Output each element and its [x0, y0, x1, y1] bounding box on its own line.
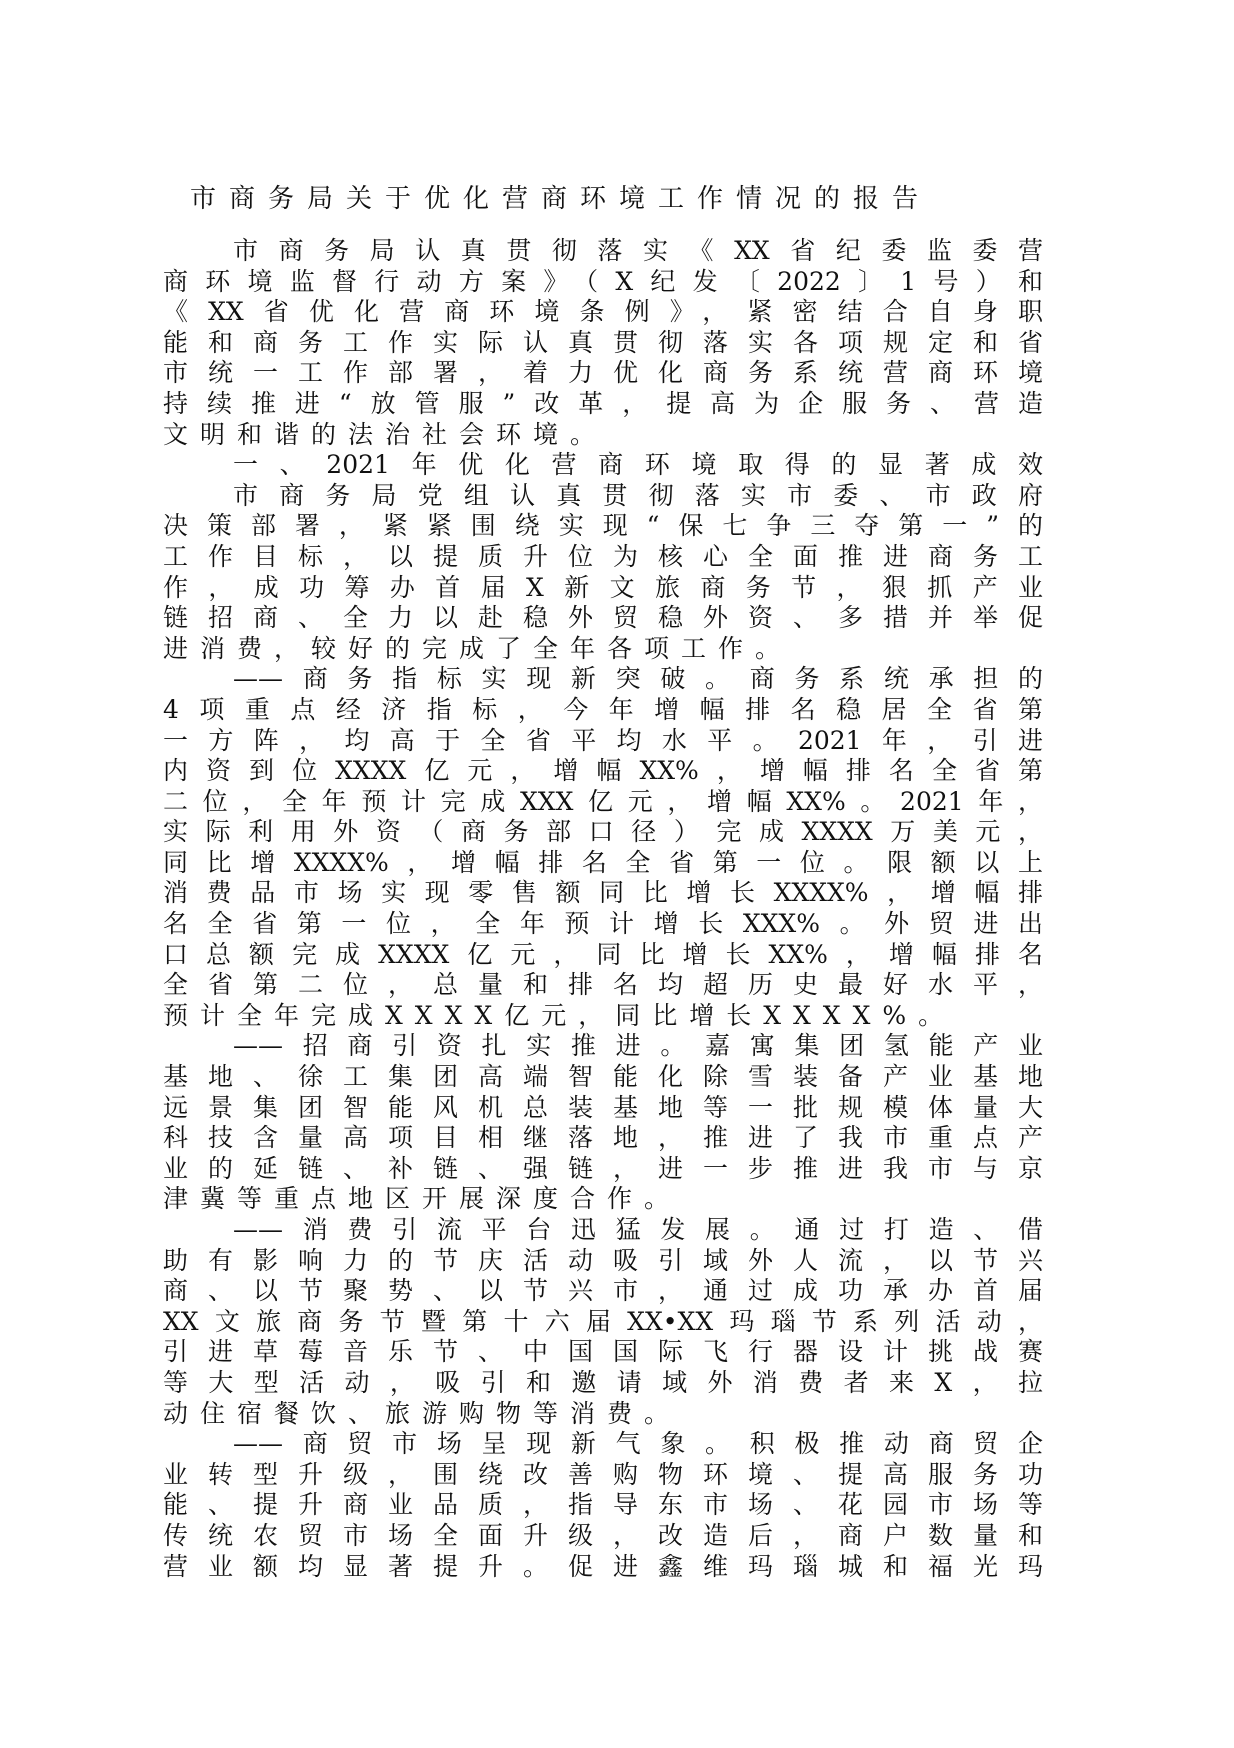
- paragraph-line: 名全省第一位，全年预计增长XXX%。外贸进出: [163, 909, 1043, 939]
- paragraph-line: 营业额均显著提升。促进鑫维玛瑙城和福光玛: [163, 1551, 1043, 1581]
- paragraph-line: 市商务局认真贯彻落实《XX省纪委监委营: [233, 236, 1043, 265]
- paragraph-line: 等大型活动，吸引和邀请域外消费者来X，拉: [163, 1367, 1043, 1397]
- paragraph-line: 作，成功筹办首届X新文旅商务节，狠抓产业: [163, 572, 1043, 602]
- paragraph-line: 业的延链、补链、强链，进一步推进我市与京: [163, 1153, 1043, 1183]
- paragraph-line: 二位，全年预计完成XXX亿元，增幅XX%。2021年，: [163, 786, 1043, 816]
- paragraph-line: 能、提升商业品质，指导东市场、花园市场等: [163, 1490, 1043, 1520]
- paragraph-line: 文明和谐的法治社会环境。: [163, 419, 608, 449]
- paragraph-line: XX文旅商务节暨第十六届XX•XX玛瑙节系列活动，: [163, 1306, 1043, 1336]
- paragraph-line: 传统农贸市场全面升级，改造后，商户数量和: [163, 1520, 1043, 1550]
- paragraph-line: 工作目标，以提质升位为核心全面推进商务工: [163, 541, 1043, 571]
- paragraph-line: 科技含量高项目相继落地，推进了我市重点产: [163, 1123, 1043, 1153]
- paragraph-line: 一、2021年优化营商环境取得的显著成效: [233, 450, 1043, 480]
- document-body: [163, 236, 1043, 1582]
- paragraph-line: 动住宿餐饮、旅游购物等消费。: [163, 1398, 682, 1428]
- paragraph-line: 口总额完成XXXX亿元，同比增长XX%，增幅排名: [163, 939, 1043, 969]
- paragraph-line: 进消费，较好的完成了全年各项工作。: [163, 633, 793, 663]
- paragraph-line: 市统一工作部署，着力优化商务系统营商环境: [163, 358, 1043, 388]
- paragraph-line: 能和商务工作实际认真贯彻落实各项规定和省: [163, 327, 1043, 357]
- paragraph-line: ——招商引资扎实推进。嘉寓集团氢能产业: [233, 1031, 1043, 1061]
- paragraph-line: 一方阵，均高于全省平均水平。2021年，引进: [163, 725, 1043, 755]
- paragraph-line: 实际利用外资（商务部口径）完成XXXX万美元，: [163, 817, 1043, 847]
- paragraph-line: 津冀等重点地区开展深度合作。: [163, 1184, 682, 1214]
- paragraph-line: 《XX省优化营商环境条例》，紧密结合自身职: [163, 297, 1043, 327]
- paragraph-line: 预计全年完成XXXX亿元，同比增长XXXX%。: [163, 1000, 956, 1030]
- paragraph-line: 链招商、全力以赴稳外贸稳外资、多措并举促: [163, 603, 1043, 633]
- paragraph-line: 基地、徐工集团高端智能化除雪装备产业基地: [163, 1062, 1043, 1092]
- paragraph-line: 商环境监督行动方案》（X纪发〔2022〕1号）和: [163, 266, 1043, 296]
- paragraph-line: 远景集团智能风机总装基地等一批规模体量大: [163, 1092, 1043, 1122]
- paragraph-line: 同比增XXXX%，增幅排名全省第一位。限额以上: [163, 847, 1043, 877]
- paragraph-line: 业转型升级，围绕改善购物环境、提高服务功: [163, 1459, 1043, 1489]
- paragraph-line: ——商务指标实现新突破。商务系统承担的: [233, 664, 1043, 694]
- paragraph-line: 4项重点经济指标，今年增幅排名稳居全省第: [163, 694, 1043, 724]
- paragraph-line: 商、以节聚势、以节兴市，通过成功承办首届: [163, 1276, 1043, 1306]
- paragraph-line: 内资到位XXXX亿元，增幅XX%，增幅排名全省第: [163, 756, 1043, 786]
- paragraph-line: 全省第二位，总量和排名均超历史最好水平，: [163, 970, 1043, 1000]
- paragraph-line: 市商务局党组认真贯彻落实市委、市政府: [233, 480, 1043, 510]
- paragraph-line: 持续推进“放管服”改革，提高为企服务、营造: [163, 388, 1043, 418]
- paragraph-line: 消费品市场实现零售额同比增长XXXX%，增幅排: [163, 878, 1043, 908]
- paragraph-line: ——消费引流平台迅猛发展。通过打造、借: [233, 1215, 1043, 1244]
- paragraph-line: 决策部署，紧紧围绕实现“保七争三夺第一”的: [163, 511, 1043, 541]
- paragraph-line: 引进草莓音乐节、中国国际飞行器设计挑战赛: [163, 1337, 1043, 1367]
- paragraph-line: 助有影响力的节庆活动吸引域外人流，以节兴: [163, 1245, 1043, 1275]
- document-title: 市商务局关于优化营商环境工作情况的报告: [190, 184, 932, 214]
- paragraph-line: ——商贸市场呈现新气象。积极推动商贸企: [233, 1429, 1043, 1459]
